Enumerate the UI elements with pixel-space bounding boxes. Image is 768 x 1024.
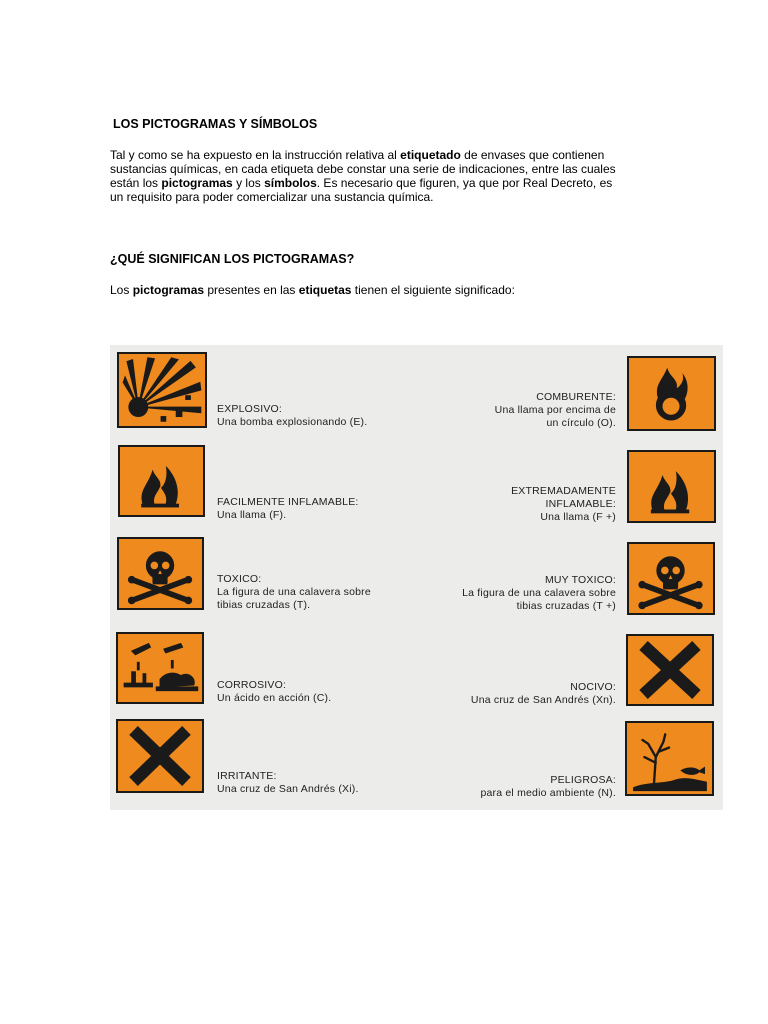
- lead-paragraph: [110, 283, 515, 297]
- caption-ext-inflamable: [511, 485, 616, 524]
- flame-over-circle-icon: [627, 356, 716, 431]
- bold-term: etiquetas: [298, 283, 352, 297]
- flame-icon: [118, 445, 205, 517]
- explosion-icon: [117, 352, 207, 428]
- text: y los: [232, 176, 265, 190]
- caption-desc: Una llama por encima de: [494, 404, 616, 416]
- caption-title: FACILMENTE INFLAMABLE:: [217, 496, 359, 508]
- caption-corrosivo: [217, 679, 331, 705]
- caption-desc: Una cruz de San Andrés (Xi).: [217, 783, 359, 795]
- pictograms-figure: [110, 345, 723, 810]
- caption-peligrosa: [480, 774, 616, 800]
- text: sustancias químicas, en cada etiqueta debe constar una serie de indicaciones, entre las cuales: [110, 162, 616, 176]
- caption-title: EXTREMADAMENTE: [511, 485, 616, 497]
- caption-irritante: [217, 770, 359, 796]
- caption-desc: tibias cruzadas (T +): [516, 600, 616, 612]
- skull-crossbones-icon: [117, 537, 204, 610]
- dead-tree-fish-icon: [625, 721, 714, 796]
- caption-muy-toxico: [462, 574, 616, 613]
- caption-fac-inflamable: [217, 496, 359, 522]
- caption-title: PELIGROSA:: [550, 774, 616, 786]
- text: Los: [110, 283, 133, 297]
- text: de envases que contienen: [460, 148, 605, 162]
- st-andrews-cross-icon: [116, 719, 204, 793]
- caption-title: INFLAMABLE:: [545, 498, 616, 510]
- caption-title: MUY TOXICO:: [544, 574, 616, 586]
- bold-term: pictogramas: [161, 176, 233, 190]
- intro-paragraph: [110, 148, 670, 204]
- caption-desc: Una cruz de San Andrés (Xn).: [470, 694, 616, 706]
- caption-nocivo: [471, 681, 616, 707]
- caption-desc: La figura de una calavera sobre: [462, 587, 616, 599]
- bold-term: pictogramas: [132, 283, 205, 297]
- caption-desc: un círculo (O).: [546, 417, 616, 429]
- bold-term: símbolos: [264, 176, 317, 190]
- caption-title: IRRITANTE:: [217, 770, 277, 782]
- skull-crossbones-icon: [627, 542, 715, 615]
- caption-explosivo: [217, 403, 367, 429]
- caption-desc: Una llama (F).: [217, 509, 287, 521]
- caption-comburente: [495, 391, 616, 430]
- flame-icon: [627, 450, 716, 523]
- caption-title: EXPLOSIVO:: [217, 403, 283, 415]
- st-andrews-cross-icon: [626, 634, 714, 706]
- caption-toxico: [217, 573, 371, 612]
- caption-title: TOXICO:: [217, 573, 262, 585]
- caption-desc: Una llama (F +): [540, 511, 616, 523]
- section-heading-pictogramas: LOS PICTOGRAMAS Y SÍMBOLOS: [113, 117, 318, 131]
- section-heading-significado: ¿QUÉ SIGNIFICAN LOS PICTOGRAMAS?: [110, 252, 355, 266]
- caption-desc: Una bomba explosionando (E).: [217, 416, 368, 428]
- caption-desc: La figura de una calavera sobre: [217, 586, 371, 598]
- caption-desc: Un ácido en acción (C).: [217, 692, 332, 704]
- caption-desc: para el medio ambiente (N).: [480, 787, 616, 799]
- text: tienen el siguiente significado:: [351, 283, 515, 297]
- caption-title: NOCIVO:: [570, 681, 616, 693]
- text: están los: [110, 176, 162, 190]
- caption-title: CORROSIVO:: [217, 679, 287, 691]
- text: Tal y como se ha expuesto en la instrucción relativa al: [110, 148, 401, 162]
- text: . Es necesario que figuren, ya que por Real Decreto, es: [316, 176, 613, 190]
- text: presentes en las: [204, 283, 299, 297]
- caption-desc: tibias cruzadas (T).: [217, 599, 311, 611]
- text: un requisito para poder comercializar una sustancia química.: [110, 190, 434, 204]
- caption-title: COMBURENTE:: [536, 391, 616, 403]
- corrosion-icon: [116, 632, 204, 704]
- bold-term: etiquetado: [400, 148, 461, 162]
